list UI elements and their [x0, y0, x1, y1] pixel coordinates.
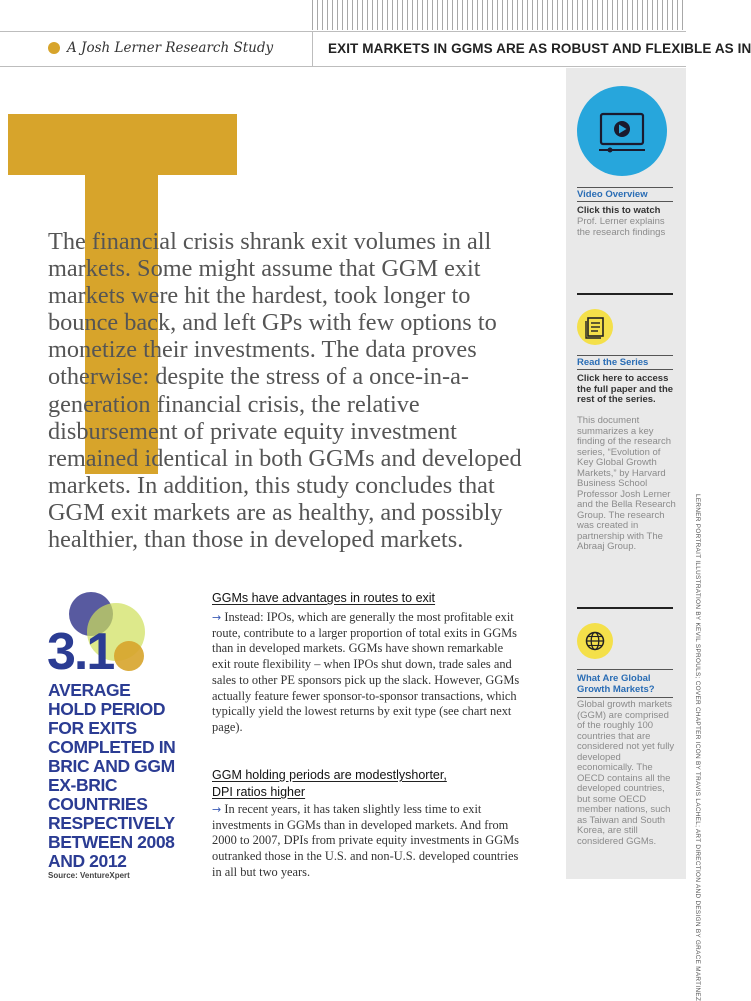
ggm-description: Global growth markets (GGM) are comprised of the roughly 100 countries that are considered not yet fully developed economically. The OECD contains all the developed countries, but some OECD member nations, such as Taiwan and South Korea, are still considered GGMs.: [577, 699, 675, 847]
decor-circle-gold: [114, 641, 144, 671]
read-series-link[interactable]: Read the Series: [577, 357, 649, 368]
globe-icon: [577, 623, 613, 659]
document-icon[interactable]: [577, 309, 613, 345]
video-play-icon[interactable]: [577, 86, 667, 176]
header-divider: [312, 31, 313, 67]
sidebar-rule: [577, 187, 673, 188]
credits-vertical: LERNER PORTRAIT ILLUSTRATION BY KEVIL SPROULS; COVER CHAPTER ICON BY TRAVIS LACHEL; ART DIRECTION AND DESIGN BY GRACE MARTINEZ: [694, 494, 701, 1001]
stat-value: 3.1: [47, 623, 114, 681]
section-heading-holding: GGM holding periods are modestlyshorter, DPI ratios higher: [212, 768, 447, 799]
sidebar-rule: [577, 697, 673, 698]
video-cta[interactable]: Click this to watch: [577, 205, 661, 216]
arrow-icon: →: [212, 803, 222, 816]
sidebar-rule: [577, 669, 673, 670]
lead-paragraph: The financial crisis shrank exit volumes in all markets. Some might assume that GGM exit markets were hit the hardest, took longer to bounce back, and left GPs with few options to monetize their investments. The data proves otherwise: despite the stress of a once-in-a-generation financial crisis, the relative disbursement of private equity investment remained identical in both GGMs and developed markets. In addition, this study concludes that GGM exit markets are as healthy, and possibly healthier, than those in developed markets.: [48, 228, 522, 554]
stat-source: Source: VentureXpert: [48, 871, 130, 880]
section-heading-routes: GGMs have advantages in routes to exit: [212, 591, 436, 605]
sidebar-section-rule: [577, 607, 673, 609]
section-body-holding: → In recent years, it has taken slightly less time to exit investments in GGMs than in developed markets. And from 2000 to 2007, DPIs from private equity investments in GGMs outranked those in the U.S. and non-U.S. developed countries in all but two years.: [212, 802, 519, 879]
header-stripes: [312, 0, 686, 30]
section-body-routes: → Instead: IPOs, which are generally the most profitable exit route, contribute to a larger proportion of total exits in GGMs than in developed markets. GGMs have shown remarkable exit route flexibility – when IPOs shut down, trade sales and sales to other PE sponsors pick up the slack. However, GGMs actually feature fewer sponsor-to-sponsor transactions, which typically yield the lowest returns by exit type (see chart next page).: [212, 610, 520, 734]
study-label: A Josh Lerner Research Study: [67, 40, 274, 56]
video-description: Prof. Lerner explains the research findings: [577, 216, 666, 238]
video-overview-link[interactable]: Video Overview: [577, 189, 648, 200]
running-title: EXIT MARKETS IN GGMS ARE AS ROBUST AND FLEXIBLE AS IN: [328, 41, 751, 56]
series-description: This document summarizes a key finding of the research series, “Evolution of Key Global Growth Markets,” by Harvard Business School Professor Josh Lerner and the Bella Research Group. The research was created in partnership with The Abraaj Group.: [577, 415, 676, 552]
sidebar-rule: [577, 201, 673, 202]
sidebar-section-rule: [577, 293, 673, 295]
series-cta[interactable]: Click here to access the full paper and the rest of the series.: [577, 373, 674, 405]
ggm-definition-link[interactable]: What Are Global Growth Markets?: [577, 673, 655, 695]
stat-label: AVERAGE HOLD PERIOD FOR EXITS COMPLETED IN BRIC AND GGM EX-BRIC COUNTRIES RESPECTIVELY BETWEEN 2008 AND 2012: [48, 680, 176, 871]
sidebar-rule: [577, 369, 673, 370]
sidebar-rule: [577, 355, 673, 356]
arrow-icon: →: [212, 611, 222, 624]
